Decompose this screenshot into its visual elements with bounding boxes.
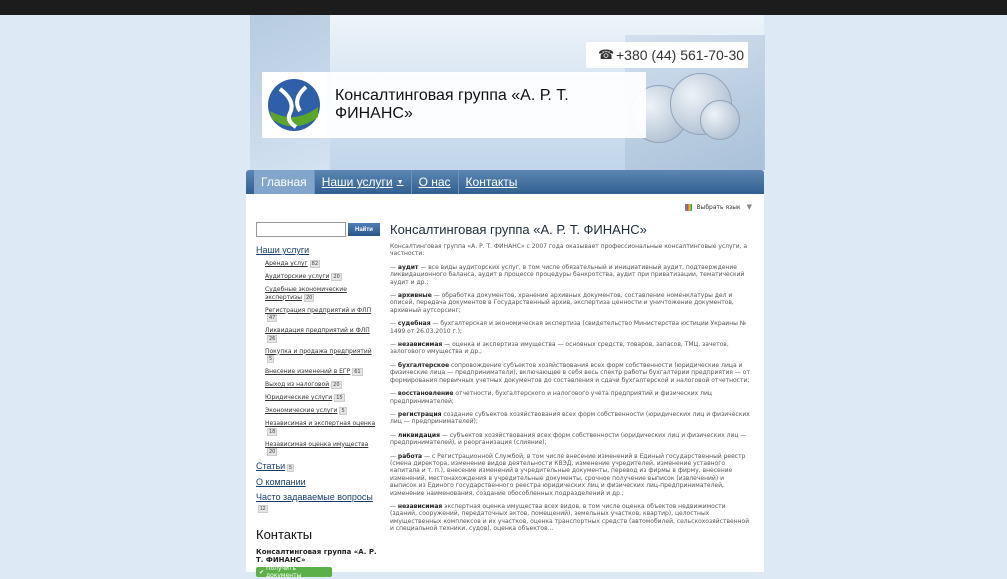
nav-services[interactable] [315, 170, 412, 194]
sidebar-subitem-label: Покупка и продажа предприятий [265, 347, 372, 355]
count-badge: 20 [305, 294, 313, 301]
service-text: — все виды аудиторских услуг, в том числе обязательный и инициативный аудит, подтверждение ликвидационного баланса, аудит в процессе процедуры банкротства, аудит при приватизации, тематический аудит и др.; [390, 263, 745, 286]
service-term: независимая [397, 341, 443, 349]
service-paragraph: — восстановление отчетности, бухгалтерского и налогового учета предприятий и физических лиц предпринимателей; [390, 390, 712, 405]
sidebar-subitem[interactable] [265, 441, 380, 457]
phone-number: +380 (44) 561-70-30 [616, 47, 745, 63]
nav-about[interactable] [412, 170, 459, 194]
sidebar-subitem-label: Аренда услуг [265, 260, 308, 267]
search-button[interactable]: Найти [348, 223, 380, 236]
service-text: создание субъектов хозяйствования всех форм собственности (юридических лиц и физических лиц — предпринимателей); [390, 410, 750, 426]
sidebar [256, 222, 380, 577]
service-term: ликвидация [397, 431, 440, 439]
services-submenu [256, 260, 380, 456]
sidebar-subitem-label: Независимая и экспертная оценка [265, 420, 376, 427]
service-term: восстановление [397, 390, 454, 398]
count-badge: 47 [269, 315, 276, 321]
chevron-down-icon: ▼ [746, 203, 752, 211]
count-badge: 82 [311, 261, 319, 267]
sidebar-link-label: О компании [256, 477, 306, 487]
service-paragraph: — независимая экспертная оценка имущества всех видов, в том числе оценка объектов недвижимости (зданий, сооружений, передаточных актов, помещений), земельных участков, квартир), целостных имущественных комплексов и их участков, оценка транспортных средств (автомобилей, сельскохозяйственной и специальной техники, судов), оценка объектов... [390, 502, 750, 533]
sidebar-subitem[interactable] [265, 420, 380, 436]
count-badge: 5 [341, 408, 345, 414]
sidebar-subitem-label: Регистрация предприятий и ФЛП [265, 306, 372, 314]
chevron-down-icon: ▼ [396, 178, 404, 186]
sidebar-subitem[interactable] [265, 260, 380, 268]
count-badge: 20 [269, 449, 276, 455]
nav-about-label: О нас [418, 175, 451, 189]
count-badge: 26 [269, 335, 276, 342]
site-title: Консалтинговая группа «А. Р. Т. ФИНАНС» [334, 87, 569, 122]
sidebar-subitem-label: Выход из налоговой [265, 381, 330, 388]
language-selector[interactable] [685, 203, 752, 211]
google-translate-icon [685, 204, 692, 211]
service-paragraph: — судебная — бухгалтерская и экономическая экспертиза (свидетельство Министерства юстиции Украины № 1499 от 26.03.2010 г.); [390, 320, 747, 335]
sidebar-subitem[interactable] [265, 327, 380, 343]
count-badge: 18 [269, 428, 276, 435]
service-text: — бухгалтерская и экономическая экспертиза (свидетельство Министерства юстиции Украины № 1499 от 26.03.2010 г.); [390, 320, 747, 335]
count-badge: 20 [333, 274, 340, 280]
service-term: работа [397, 452, 423, 460]
count-badge: 5 [289, 465, 292, 471]
company-logo[interactable] [262, 72, 327, 138]
phone-box[interactable] [586, 42, 748, 68]
sidebar-link-label: Часто задаваемые вопросы [256, 492, 373, 502]
sidebar-subitem-label: Внесение изменений в ЕГР [265, 368, 351, 375]
count-badge: 12 [260, 506, 266, 512]
sidebar-subitem[interactable] [265, 307, 380, 323]
sidebar-subitem-label: Ликвидация предприятий и ФЛП [265, 327, 370, 334]
service-text: — с Регистрационной Службой, в том числе внесение изменений в Единый государственный реестр (смена директора, изменение видов деятельности КВЭД, изменение учредителей, изменение уставного капитала и т. п.), внесение изменений в учредительные документы, перевод из фирмы в фирму, внесение изменений, местонахождения в учредительные документы, срочное получение выписок (извлечений) и выписок из Единого государственного реестра юридических лиц и физических лиц-предпринимателей, изменение наименования, создание обособленных подразделений и др.; [390, 452, 746, 497]
sidebar-link[interactable] [256, 477, 380, 487]
services-description-list [390, 264, 752, 533]
service-term: архивные [397, 292, 432, 300]
service-text: отчетности, бухгалтерского и налогового учета предприятий и физических лиц предпринимателей; [390, 390, 712, 405]
service-paragraph: — аудит — все виды аудиторских услуг, в том числе обязательный и инициативный аудит, подтверждение ликвидационного баланса, аудит в процессе процедуры банкротства, аудит при приватизации, тематический аудит и др.; [390, 263, 745, 286]
contacts-heading: Контакты [256, 527, 313, 542]
service-paragraph: — бухгалтерское сопровождение субъектов хозяйствования всех форм собственности (юридические лица и физические лица — предприниматели), включающее в себя весь спектр работы бухгалтерии предприятия — от формирования первичных учетных документов до составления и сдачи бухгалтерской и налоговой отчетности; [390, 361, 750, 384]
count-badge: 61 [354, 369, 361, 375]
service-term: судебная [397, 320, 431, 328]
service-term: бухгалтерское [397, 361, 450, 369]
get-documents-button[interactable] [256, 567, 332, 577]
sidebar-subitem[interactable] [265, 381, 380, 389]
coin-image [700, 100, 740, 140]
sidebar-category-services[interactable]: Наши услуги [256, 245, 310, 255]
service-paragraph: — ликвидация — субъектов хозяйствования всех форм собственности (юридических лиц и физических лиц — предпринимателей), и реорганизация (слияние); [390, 431, 747, 447]
intro-paragraph: Консалтинговая группа «А. Р. Т. ФИНАНС» с 2007 года оказывает профессиональные консалтинговые услуги, а частности: [390, 243, 748, 258]
brand-block[interactable] [262, 72, 646, 138]
sidebar-link[interactable] [256, 492, 380, 513]
search-form [256, 222, 380, 237]
sidebar-subitem[interactable] [265, 368, 380, 376]
logo-icon [266, 77, 322, 133]
language-label: Выбрать язык [696, 203, 741, 211]
sidebar-link[interactable] [256, 461, 380, 472]
get-documents-label: Получить документы [265, 565, 302, 579]
page-title: Консалтинговая группа «А. Р. Т. ФИНАНС» [390, 222, 647, 237]
service-term: регистрация [397, 410, 442, 418]
sidebar-subitem[interactable] [265, 348, 380, 364]
nav-services-label: Наши услуги [321, 175, 393, 189]
main-content [390, 222, 752, 533]
sidebar-subitem-label: Юридические услуги [265, 394, 333, 401]
service-term: аудит [397, 263, 419, 271]
service-paragraph: — архивные — обработка документов, хранение архивных документов, составление номенклатуры дел и описей, передача документов в Государственный архив, экспертиза ценности и уничтожение документов, архивный аутсорсинг; [390, 292, 734, 314]
count-badge: 20 [333, 382, 340, 388]
service-term: независимая [397, 502, 443, 510]
count-badge: 15 [336, 395, 343, 401]
count-badge: 5 [269, 356, 273, 362]
nav-home[interactable] [254, 170, 315, 194]
sidebar-subitem-label: Экономические услуги [265, 407, 338, 414]
phone-icon: ☎ [598, 47, 615, 62]
service-text: сопровождение субъектов хозяйствования всех форм собственности (юридические лица и физические лица — предприниматели), включающее в себя весь спектр работы бухгалтерии предприятия — от формирования первичных учетных документов до составления и сдачи бухгалтерской и налоговой отчетности; [390, 361, 750, 384]
sidebar-subitem[interactable] [265, 407, 380, 415]
search-input[interactable] [256, 222, 346, 237]
browser-top-bar [0, 0, 1007, 15]
service-text: — обработка документов, хранение архивных документов, составление номенклатуры дел и описей, передача документов в Государственный архив, экспертиза ценности и уничтожение документов, архивный аутсорсинг; [390, 292, 734, 314]
nav-contacts-label: Контакты [465, 175, 518, 189]
sidebar-subitem-label: Судебные экономические экспертизы [265, 286, 347, 301]
contacts-organization: Консалтинговая группа «А. Р. Т. ФИНАНС» [256, 548, 377, 564]
service-text: — оценка и экспертиза имущества — основных средств, товаров, запасов, ТМЦ, зачетов, залогового имущества и др.; [390, 341, 729, 356]
service-text: — субъектов хозяйствования всех форм собственности (юридических лиц и физических лиц — предпринимателей), и реорганизация (слияние); [390, 431, 747, 447]
main-navigation [246, 170, 764, 194]
service-paragraph: — работа — с Регистрационной Службой, в том числе внесение изменений в Единый государственный реестр (смена директора, изменение видов деятельности КВЭД, изменение учредителей, изменение уставного капитала и т. п.), внесение изменений в учредительные документы, перевод из фирмы в фирму, внесение изменений, местонахождения в учредительные документы, срочное получение выписок (извлечений) и выписок из Единого государственного реестра юридических лиц и физических лиц-предпринимателей, изменение наименования, создание обособленных подразделений и др.; [390, 452, 746, 497]
sidebar-links [256, 461, 380, 513]
checkmark-icon: ✔ [259, 568, 266, 576]
sidebar-subitem-label: Аудиторские услуги [265, 273, 330, 280]
service-paragraph: — регистрация создание субъектов хозяйствования всех форм собственности (юридических лиц и физических лиц — предпринимателей); [390, 410, 750, 426]
nav-home-label: Главная [261, 175, 307, 189]
nav-contacts[interactable] [459, 170, 525, 194]
service-text: экспертная оценка имущества всех видов, в том числе оценка объектов недвижимости (зданий, сооружений, передаточных актов, помещений), земельных участков, квартир), целостных имущественных комплексов и их участков, оценка транспортных средств (автомобилей, сельскохозяйственной и специальной техники, судов), оценка объектов... [390, 502, 750, 533]
page-content [246, 194, 764, 579]
service-paragraph: — независимая — оценка и экспертиза имущества — основных средств, товаров, запасов, ТМЦ, зачетов, залогового имущества и др.; [390, 341, 729, 356]
sidebar-subitem[interactable] [265, 394, 380, 402]
sidebar-link-label: Статьи [256, 461, 286, 471]
sidebar-subitem-label: Независимая оценка имущества [265, 440, 369, 448]
sidebar-subitem[interactable] [265, 273, 380, 281]
site-header [250, 15, 764, 170]
sidebar-subitem[interactable] [265, 286, 380, 302]
